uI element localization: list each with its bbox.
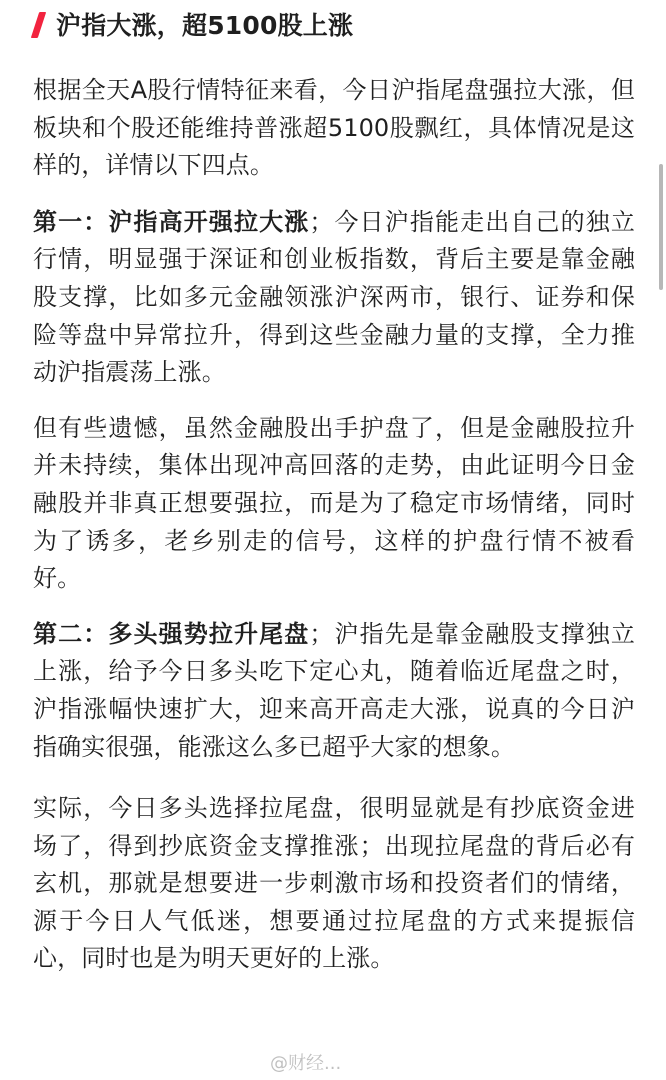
paragraph-second-point	[33, 616, 635, 766]
paragraph-text: ；今日沪指能走出自己的独立行情，明显强于深证和创业板指数，背后主要是靠金融股支撑，比如多元金融领涨沪深两市，银行、证券和保险等盘中异常拉升，得到这些金融力量的支撑，全力推动沪指震荡上涨。	[33, 207, 635, 387]
paragraph-first-point	[33, 204, 635, 392]
paragraph-first-followup	[33, 410, 635, 598]
article-title: 沪指大涨，超5100股上涨	[56, 11, 354, 40]
title-accent-mark	[31, 12, 46, 38]
paragraph-lead: 第一：沪指高开强拉大涨	[33, 207, 310, 236]
article-header	[0, 0, 666, 56]
watermark-text: @财经...	[270, 1053, 342, 1074]
article-body	[33, 72, 635, 995]
paragraph-lead: 第二：多头强势拉升尾盘	[33, 619, 310, 648]
paragraph-text: ；沪指先是靠金融股支撑独立上涨，给予今日多头吃下定心丸，随着临近尾盘之时，沪指涨幅快速扩大，迎来高开高走大涨，说真的今日沪指确实很强，能涨这么多已超乎大家的想象。	[33, 619, 635, 761]
paragraph-intro	[33, 72, 635, 185]
paragraph-text: 但有些遗憾，虽然金融股出手护盘了，但是金融股拉升并未持续，集体出现冲高回落的走势，由此证明今日金融股并非真正想要强拉，而是为了稳定市场情绪，同时为了诱多，老乡别走的信号，这样的护盘行情不被看好。	[33, 413, 635, 593]
paragraph-second-followup	[33, 790, 635, 978]
paragraph-text: 根据全天A股行情特征来看，今日沪指尾盘强拉大涨，但板块和个股还能维持普涨超5100股飘红，具体情况是这样的，详情以下四点。	[33, 76, 635, 180]
vertical-scrollbar[interactable]	[659, 164, 663, 290]
paragraph-text: 实际，今日多头选择拉尾盘，很明显就是有抄底资金进场了，得到抄底资金支撑推涨；出现拉尾盘的背后必有玄机，那就是想要进一步刺激市场和投资者们的情绪，源于今日人气低迷，想要通过拉尾盘的方式来提振信心，同时也是为明天更好的上涨。	[33, 794, 635, 973]
